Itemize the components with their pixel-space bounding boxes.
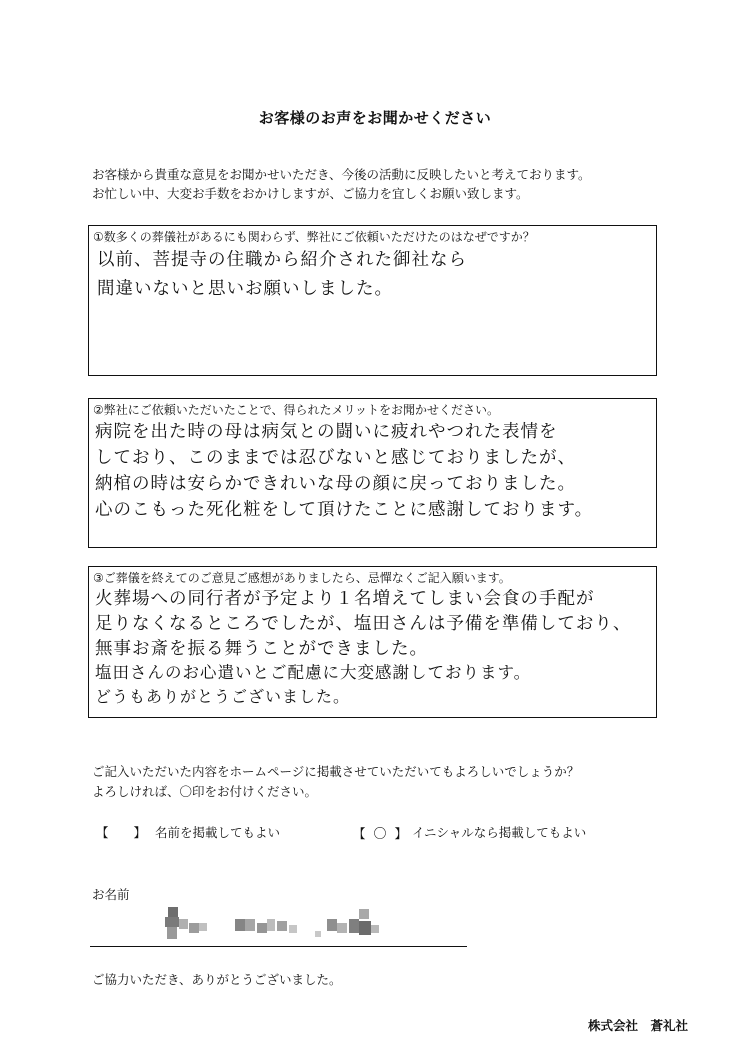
- answer-2-line-3: 納棺の時は安らかできれいな母の顔に戻っておりました。: [95, 474, 576, 494]
- consent-question-line-1: ご記入いただいた内容をホームページに掲載させていただいてもよろしいでしょうか？: [92, 764, 580, 779]
- option-initial-label: イニシャルなら掲載してもよい: [412, 825, 587, 840]
- answer-2-line-2: しており、このままでは忍びないと感じておりましたが、: [95, 448, 576, 468]
- option-name-checkbox[interactable]: 【 】: [96, 825, 147, 840]
- thanks-message: ご協力いただき、ありがとうございました。: [92, 972, 342, 987]
- bracket-open: 【: [353, 826, 366, 841]
- consent-question-line-2: よろしければ、〇印をお付けください。: [92, 784, 318, 799]
- answer-3-line-1: 火葬場への同行者が予定より１名増えてしまい会食の手配が: [95, 589, 595, 609]
- answer-3-line-4: 塩田さんのお心遣いとご配慮に大変感謝しております。: [95, 663, 532, 682]
- question-box-2: [88, 398, 657, 548]
- answer-3-line-3: 無事お斎を振る舞うことができました。: [95, 639, 428, 659]
- question-label-3: ③ご葬儀を終えてのご意見ご感想がありましたら、忌憚なくご記入願います。: [93, 571, 511, 585]
- option-name-label: 名前を掲載してもよい: [155, 825, 281, 840]
- intro-line-2: お忙しい中、大変お手数をおかけしますが、ご協力を宜しくお願い致します。: [92, 186, 529, 201]
- question-box-1: [88, 225, 657, 376]
- answer-3-line-5: どうもありがとうございました。: [95, 687, 351, 706]
- answer-1-line-2: 間違いないと思いお願いしました。: [97, 279, 393, 299]
- question-label-1: ①数多くの葬儀社があるにも関わらず、弊社にご依頼いただけたのはなぜですか？: [93, 230, 535, 244]
- circle-mark: 〇: [373, 827, 387, 842]
- company-name: 株式会社 蒼礼社: [587, 1018, 688, 1033]
- answer-2-line-4: 心のこもった死化粧をして頂けたことに感謝しております。: [95, 500, 594, 520]
- name-label: お名前: [92, 887, 130, 902]
- name-underline: [90, 946, 467, 947]
- name-redacted-mosaic: [165, 905, 415, 941]
- question-box-3: [88, 566, 657, 718]
- bracket-close: 】: [394, 826, 408, 841]
- answer-2-line-1: 病院を出た時の母は病気との闘いに疲れやつれた表情を: [95, 422, 558, 442]
- answer-1-line-1: 以前、菩提寺の住職から紹介された御社なら: [97, 250, 467, 270]
- option-initial-checkbox[interactable]: [353, 823, 407, 842]
- page-title: お客様のお声をお聞かせください: [258, 109, 492, 127]
- mosaic-blur-image: [165, 905, 415, 941]
- question-label-2: ②弊社にご依頼いただいたことで、得られたメリットをお聞かせください。: [93, 403, 500, 417]
- answer-3-line-2: 足りなくなるところでしたが、塩田さんは予備を準備しており、: [95, 614, 632, 634]
- intro-line-1: お客様から貴重な意見をお聞かせいただき、今後の活動に反映したいと考えております。: [92, 167, 591, 182]
